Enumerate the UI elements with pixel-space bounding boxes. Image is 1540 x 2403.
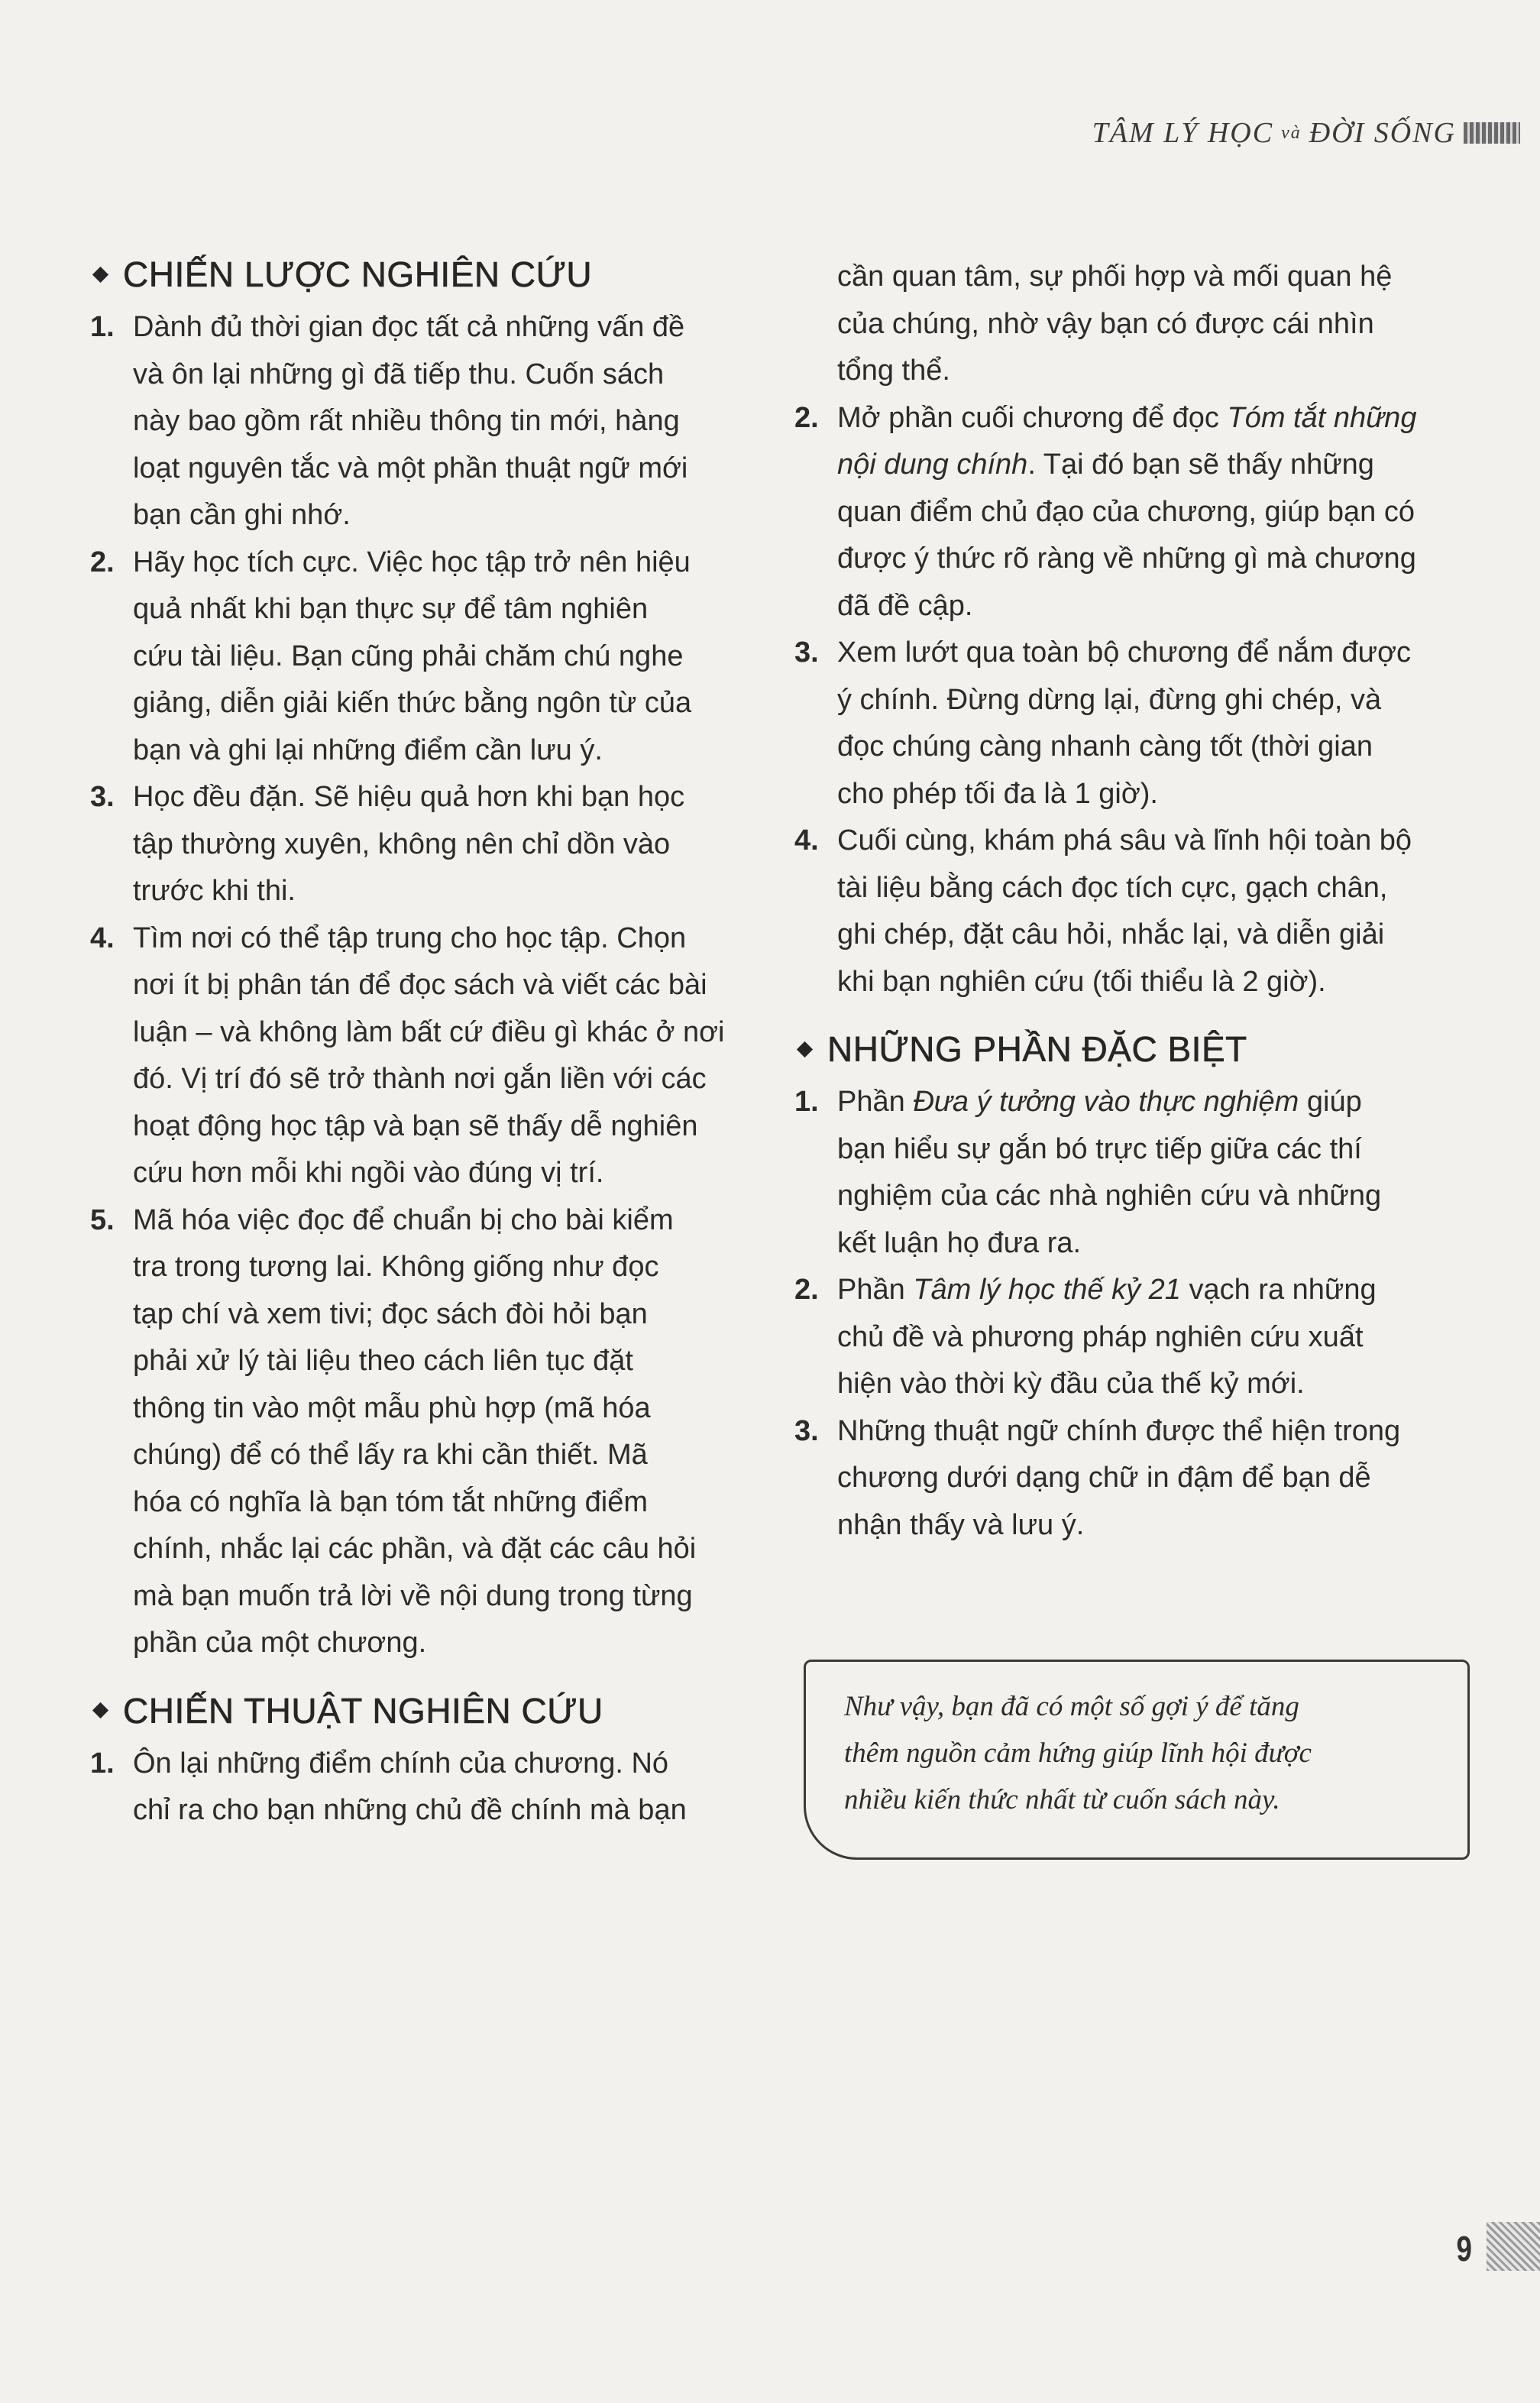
list-item: [794, 630, 1490, 818]
text-line: Học đều đặn. Sẽ hiệu quả hơn khi bạn học: [133, 781, 685, 813]
item-number: 3.: [90, 781, 115, 813]
text-line: [837, 1079, 1490, 1126]
text-line: phải xử lý tài liệu theo cách liên tục đặt: [133, 1345, 633, 1377]
list-item: [794, 1267, 1490, 1408]
text-line: quả nhất khi bạn thực sự để tâm nghiên: [133, 593, 649, 625]
text-line: kết luận họ đưa ra.: [837, 1226, 1082, 1259]
header-bar-icon: [1464, 122, 1520, 144]
item-number: 2.: [794, 401, 819, 434]
text-run: giúp: [1299, 1086, 1362, 1118]
text-line: tổng thể.: [837, 355, 950, 387]
diamond-bullet-icon: [797, 1041, 813, 1057]
text-line: [837, 1267, 1490, 1314]
text-line: ghi chép, đặt câu hỏi, nhắc lại, và diễn giải: [837, 918, 1385, 951]
text-line: nơi ít bị phân tán để đọc sách và viết các bài: [133, 969, 707, 1001]
text-run: Phần: [837, 1274, 914, 1306]
text-run: Mở phần cuối chương để đọc: [837, 401, 1228, 434]
text-line: cứu hơn mỗi khi ngồi vào đúng vị trí.: [133, 1157, 604, 1189]
running-title-connector: và: [1281, 122, 1302, 143]
diamond-bullet-icon: [92, 1702, 108, 1718]
text-line: [837, 442, 1490, 489]
text-line: tài liệu bằng cách đọc tích cực, gạch chân,: [837, 871, 1388, 904]
text-line: luận – và không làm bất cứ điều gì khác ở nơi: [133, 1015, 725, 1048]
text-line: Ôn lại những điểm chính của chương. Nó: [133, 1747, 669, 1780]
text-line: giảng, diễn giải kiến thức bằng ngôn từ của: [133, 687, 692, 719]
text-line: cứu tài liệu. Bạn cũng phải chăm chú nghe: [133, 640, 684, 672]
running-title-part1: TÂM LÝ HỌC: [1092, 117, 1274, 149]
text-line: Xem lướt qua toàn bộ chương để nắm được: [837, 636, 1412, 669]
text-line: nghiệm của các nhà nghiên cứu và những: [837, 1180, 1382, 1212]
text-line: chỉ ra cho bạn những chủ đề chính mà bạn: [133, 1794, 687, 1826]
text-line: đã đề cập.: [837, 589, 973, 622]
item-number: 2.: [90, 546, 115, 578]
text-line: Cuối cùng, khám phá sâu và lĩnh hội toàn bộ: [837, 824, 1412, 857]
list-item: [90, 1197, 755, 1667]
section-title: NHỮNG PHẦN ĐẶC BIỆT: [827, 1029, 1247, 1069]
list-item: [90, 915, 755, 1197]
text-line: bạn cần ghi nhớ.: [133, 499, 351, 531]
text-line: mà bạn muốn trả lời về nội dung trong từng: [133, 1579, 693, 1612]
text-line: bạn và ghi lại những điểm cần lưu ý.: [133, 734, 603, 766]
running-title-part2: ĐỜI SỐNG: [1309, 117, 1456, 149]
text-line: Dành đủ thời gian đọc tất cả những vấn đề: [133, 311, 685, 343]
text-line: chủ đề và phương pháp nghiên cứu xuất: [837, 1320, 1364, 1353]
page-number: 9: [1456, 2229, 1473, 2269]
text-line: tạp chí và xem tivi; đọc sách đòi hỏi bạn: [133, 1297, 648, 1330]
item-number: 2.: [794, 1274, 819, 1306]
text-line: tra trong tương lai. Không giống như đọc: [133, 1251, 659, 1283]
section-heading-special: [794, 1028, 1490, 1070]
text-line: nhận thấy và lưu ý.: [837, 1508, 1085, 1541]
list-item: [90, 304, 755, 539]
continued-text: [794, 254, 1490, 395]
list-item: [90, 539, 755, 775]
corner-texture-icon: [1487, 2222, 1540, 2271]
list-item: [90, 1741, 755, 1835]
item-number: 5.: [90, 1203, 115, 1236]
text-run: Phần: [837, 1086, 914, 1118]
text-line: cần quan tâm, sự phối hợp và mối quan hệ: [837, 261, 1393, 293]
list-item: [794, 1079, 1490, 1267]
running-header: [1092, 116, 1520, 150]
list-item: [90, 774, 755, 915]
section-heading-tactics: [90, 1690, 755, 1731]
text-run: . Tại đó bạn sẽ thấy những: [1027, 449, 1374, 481]
text-line: Những thuật ngữ chính được thể hiện trong: [837, 1414, 1401, 1447]
italic-title: nội dung chính: [837, 449, 1028, 481]
diamond-bullet-icon: [92, 266, 108, 282]
text-line: trước khi thi.: [133, 875, 296, 907]
item-number: 1.: [794, 1086, 819, 1118]
text-line: của chúng, nhờ vậy bạn có được cái nhìn: [837, 307, 1374, 340]
item-number: 4.: [794, 824, 819, 857]
text-line: chúng) để có thể lấy ra khi cần thiết. Mã: [133, 1439, 648, 1471]
text-line: thông tin vào một mẫu phù hợp (mã hóa: [133, 1391, 651, 1424]
callout-line: thêm nguồn cảm hứng giúp lĩnh hội được: [844, 1737, 1312, 1769]
italic-title: Tóm tắt những: [1227, 401, 1417, 434]
text-line: hoạt động học tập và bạn sẽ thấy dễ nghiên: [133, 1109, 698, 1142]
text-line: Mã hóa việc đọc để chuẩn bị cho bài kiểm: [133, 1203, 674, 1236]
list-item: [794, 1408, 1490, 1550]
text-line: được ý thức rõ ràng về những gì mà chương: [837, 542, 1416, 575]
item-number: 3.: [794, 636, 819, 669]
text-line: tập thường xuyên, không nên chỉ dồn vào: [133, 827, 671, 860]
text-line: và ôn lại những gì đã tiếp thu. Cuốn sách: [133, 358, 665, 390]
text-line: Tìm nơi có thể tập trung cho học tập. Chọn: [133, 921, 687, 954]
text-line: quan điểm chủ đạo của chương, giúp bạn có: [837, 495, 1415, 528]
right-column: [794, 254, 1490, 1549]
text-line: [837, 395, 1490, 442]
text-run: vạch ra những: [1180, 1274, 1377, 1306]
text-line: loạt nguyên tắc và một phần thuật ngữ mới: [133, 452, 688, 484]
text-line: này bao gồm rất nhiều thông tin mới, hàng: [133, 405, 680, 437]
section-title: CHIẾN THUẬT NGHIÊN CỨU: [123, 1690, 603, 1731]
item-number: 1.: [90, 1747, 115, 1780]
text-line: Hãy học tích cực. Việc học tập trở nên hiệu: [133, 546, 691, 578]
text-line: chính, nhắc lại các phần, và đặt các câu hỏi: [133, 1533, 697, 1565]
item-number: 4.: [90, 921, 115, 954]
left-column: [90, 254, 755, 1835]
list-item: [794, 818, 1490, 1006]
text-line: cho phép tối đa là 1 giờ).: [837, 777, 1158, 810]
text-line: đó. Vị trí đó sẽ trở thành nơi gắn liền với các: [133, 1063, 707, 1095]
callout-box: [804, 1660, 1470, 1860]
italic-title: Tâm lý học thế kỷ 21: [913, 1274, 1181, 1306]
item-number: 3.: [794, 1414, 819, 1447]
text-line: khi bạn nghiên cứu (tối thiểu là 2 giờ).: [837, 965, 1326, 998]
text-line: ý chính. Đừng dừng lại, đừng ghi chép, và: [837, 683, 1382, 716]
text-line: đọc chúng càng nhanh càng tốt (thời gian: [837, 730, 1373, 763]
section-heading-strategy: [90, 254, 755, 295]
text-line: phần của một chương.: [133, 1627, 427, 1659]
callout-line: Như vậy, bạn đã có một số gợi ý để tăng: [844, 1691, 1299, 1722]
callout-line: nhiều kiến thức nhất từ cuốn sách này.: [844, 1784, 1280, 1815]
text-line: bạn hiểu sự gắn bó trực tiếp giữa các thí: [837, 1132, 1362, 1165]
list-item: [794, 395, 1490, 630]
text-line: chương dưới dạng chữ in đậm để bạn dễ: [837, 1462, 1371, 1494]
item-number: 1.: [90, 311, 115, 343]
text-line: hóa có nghĩa là bạn tóm tắt những điểm: [133, 1485, 648, 1518]
section-title: CHIẾN LƯỢC NGHIÊN CỨU: [123, 254, 593, 294]
text-line: hiện vào thời kỳ đầu của thế kỷ mới.: [837, 1368, 1305, 1400]
italic-title: Đưa ý tưởng vào thực nghiệm: [913, 1086, 1299, 1118]
